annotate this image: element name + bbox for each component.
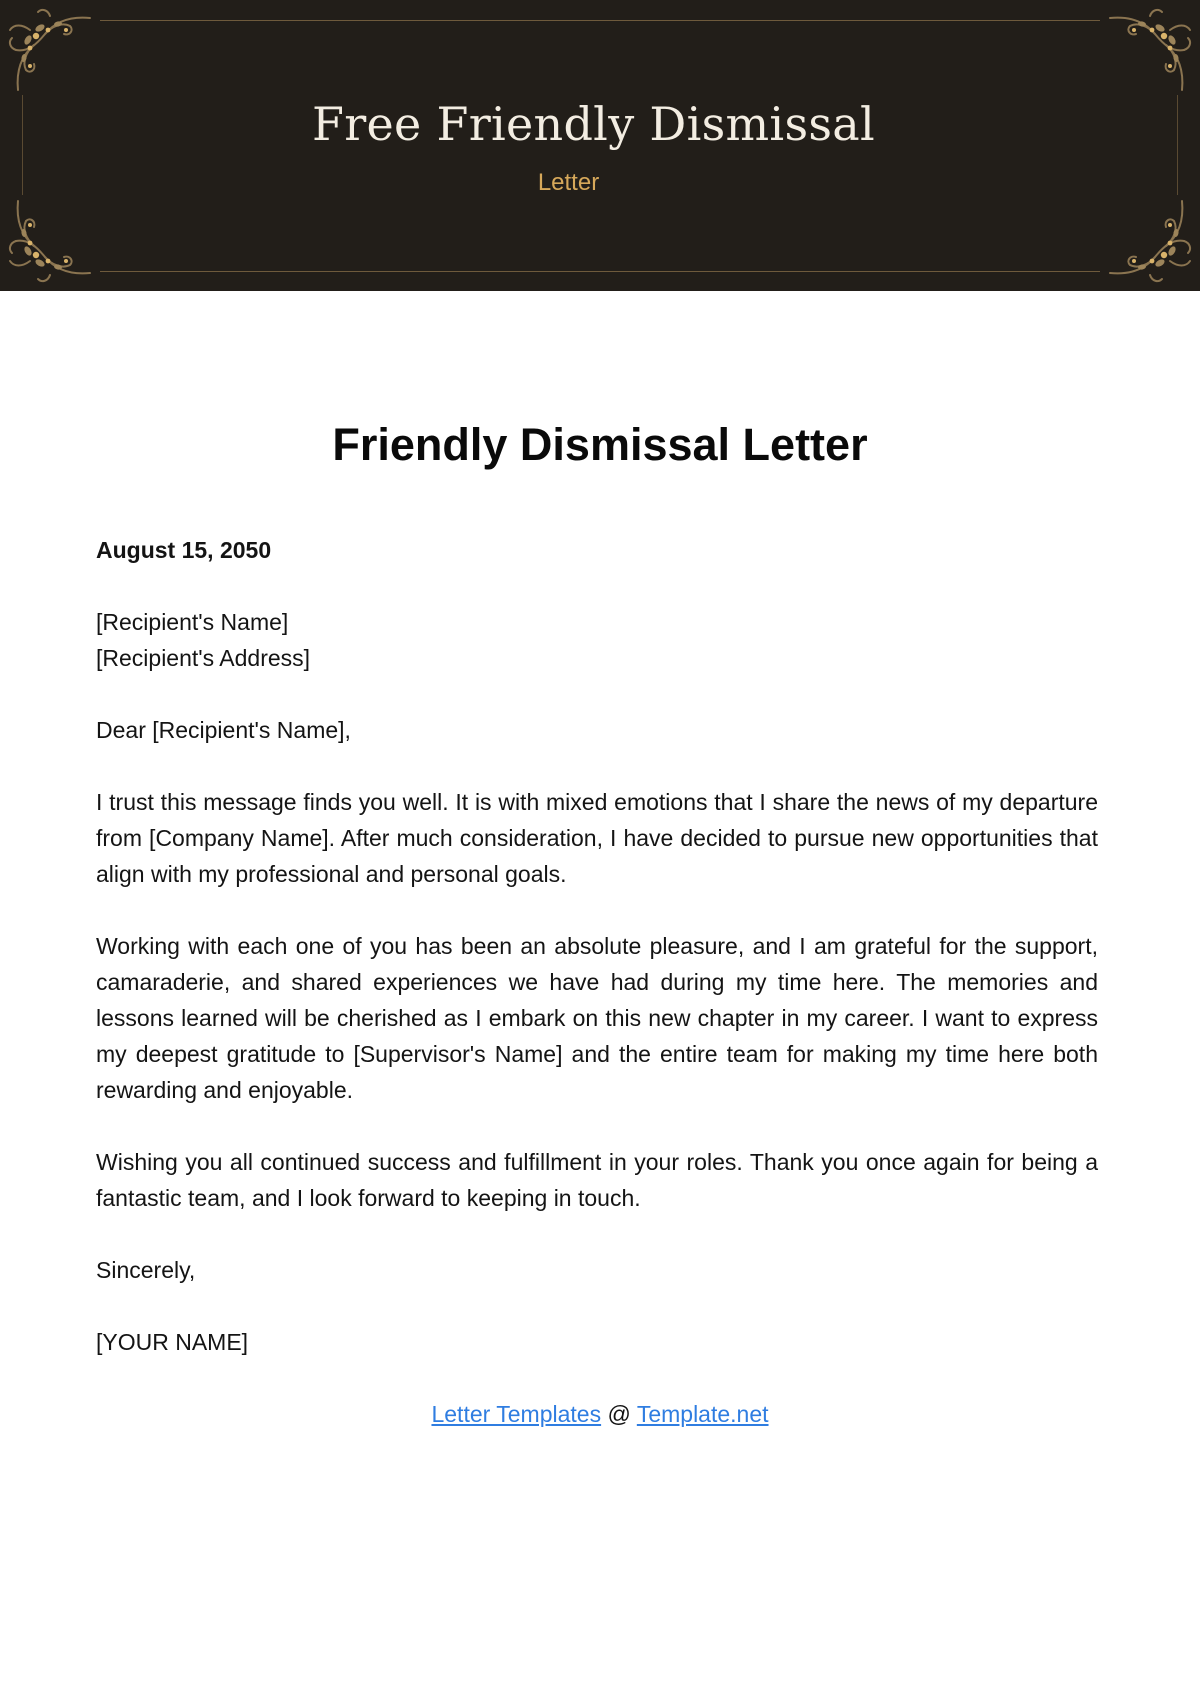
- template-net-link[interactable]: Template.net: [636, 1401, 769, 1427]
- document-title: Friendly Dismissal Letter: [332, 419, 868, 470]
- floral-corner-icon: [0, 195, 96, 291]
- recipient-block: [96, 604, 1098, 676]
- floral-corner-icon: [0, 0, 96, 96]
- paragraph-1: I trust this message finds you well. It is with mixed emotions that I share the news of my departure from [Company Name]. After much consideration, I have decided to pursue new opportunities that align with my professional and personal goals.: [96, 789, 1098, 887]
- floral-corner-icon: [1104, 195, 1200, 291]
- header-banner: [0, 0, 1200, 291]
- footer-separator: @: [607, 1401, 631, 1427]
- signature: [YOUR NAME]: [96, 1329, 249, 1355]
- paragraph-2: Working with each one of you has been an absolute pleasure, and I am grateful for the support, camaraderie, and shared experiences we have had during my time here. The memories and lessons learned will be cherished as I embark on this new chapter in my career. I want to express my deepest gratitude to [Supervisor's Name] and the entire team for making my time here both rewarding and enjoyable.: [96, 933, 1098, 1103]
- floral-corner-icon: [1104, 0, 1200, 96]
- banner-title: Free Friendly Dismissal: [312, 97, 875, 151]
- closing: Sincerely,: [96, 1257, 196, 1283]
- letter-date: August 15, 2050: [96, 537, 272, 563]
- recipient-name: [Recipient's Name]: [96, 609, 289, 635]
- paragraph-3: Wishing you all continued success and fulfillment in your roles. Thank you once again for being a fantastic team, and I look forward to keeping in touch.: [96, 1149, 1098, 1211]
- letter-body: [96, 532, 1098, 1396]
- banner-bottom-rule: [100, 271, 1100, 272]
- banner-subtitle: Letter: [537, 169, 600, 196]
- footer-credit: [0, 1396, 1200, 1432]
- banner-top-rule: [100, 20, 1100, 21]
- letter-templates-link[interactable]: Letter Templates: [431, 1401, 602, 1427]
- recipient-address: [Recipient's Address]: [96, 645, 311, 671]
- salutation: Dear [Recipient's Name],: [96, 717, 351, 743]
